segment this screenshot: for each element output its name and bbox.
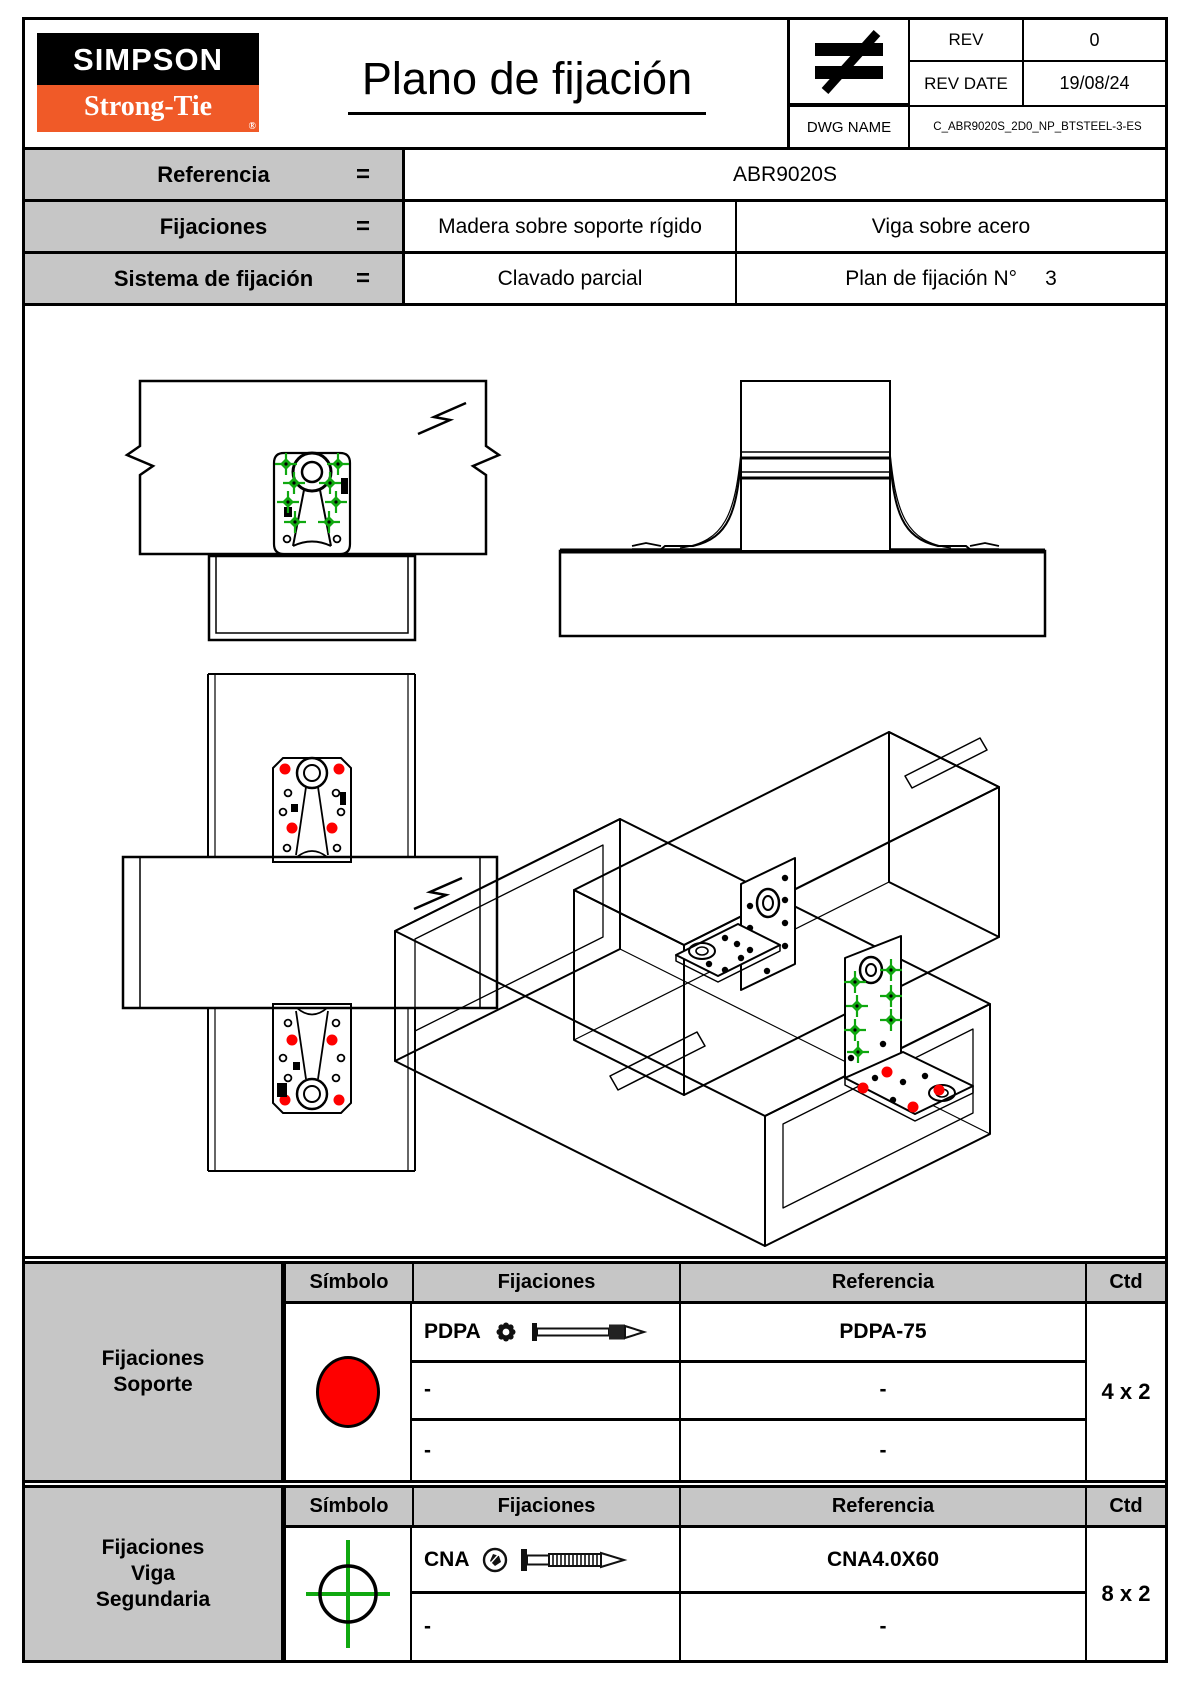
bracket-plan-top: [273, 758, 351, 862]
title-block: [25, 20, 1165, 150]
plan-number-cell: [735, 254, 1165, 303]
reference-empty: -: [679, 1594, 1085, 1660]
plan-number-value: 3: [1045, 266, 1057, 290]
pdpa-pin-icon: [531, 1319, 649, 1345]
dwg-name-value: C_ABR9020S_2D0_NP_BTSTEEL-3-ES: [910, 105, 1165, 147]
group-line: Fijaciones: [101, 1535, 205, 1559]
support-edge: [209, 556, 415, 640]
qty-beam: 8 x 2: [1085, 1528, 1165, 1660]
section-separator: [25, 1256, 1165, 1264]
group-label-soporte: [25, 1264, 284, 1480]
info-table: [25, 150, 1165, 306]
referencia-label-cell: [25, 150, 405, 199]
header-referencia: Referencia: [679, 1488, 1085, 1528]
header-referencia: Referencia: [679, 1264, 1085, 1304]
simpson-strongtie-logo: [37, 33, 259, 137]
info-row-fijaciones: [25, 202, 1165, 254]
fixing-name: PDPA: [424, 1319, 481, 1343]
reference-empty: -: [679, 1363, 1085, 1422]
header-fijaciones: Fijaciones: [412, 1264, 679, 1304]
qty-support: 4 x 2: [1085, 1304, 1165, 1480]
technical-drawing: [25, 306, 1165, 1256]
header-simbolo: Símbolo: [284, 1488, 412, 1528]
symbol-green-crosshair: [284, 1528, 412, 1660]
sistema-label-cell: [25, 254, 405, 303]
beam-fixings-table: [25, 1488, 1165, 1660]
logo-simpson: SIMPSON: [37, 33, 259, 85]
beam-end: [741, 381, 890, 551]
title-area: [267, 20, 787, 147]
reference-cna: CNA4.0X60: [679, 1528, 1085, 1594]
side-view: [560, 381, 1045, 636]
bracket-front: [274, 453, 350, 554]
sheet-frame: [22, 17, 1168, 1663]
header-ctd: Ctd: [1085, 1488, 1165, 1528]
group-label-viga: [25, 1488, 284, 1660]
fijaciones-value-left: Madera sobre soporte rígido: [438, 214, 702, 238]
fixing-row-cna: [412, 1528, 679, 1594]
equals-sign: =: [355, 264, 370, 292]
sistema-value-left: Clavado parcial: [497, 266, 643, 290]
rev-value: 0: [1022, 20, 1165, 62]
info-row-sistema: [25, 254, 1165, 306]
page-title: Plano de fijación: [348, 53, 706, 115]
fixing-name: CNA: [424, 1547, 470, 1571]
plan-view: [123, 674, 497, 1171]
fijaciones-value-right: Viga sobre acero: [735, 202, 1165, 251]
reference-pdpa: PDPA-75: [679, 1304, 1085, 1363]
rev-label: REV: [910, 20, 1022, 62]
plan-number-label: Plan de fijación N°: [845, 266, 1018, 290]
rev-date-label: REV DATE: [924, 73, 1008, 93]
steel-support-edge: [560, 551, 1045, 636]
fixing-row-pdpa: [412, 1304, 679, 1363]
header-fijaciones: Fijaciones: [412, 1488, 679, 1528]
group-line: Viga: [131, 1561, 175, 1585]
sistema-label: Sistema de fijación: [113, 265, 314, 291]
group-line: Fijaciones: [101, 1346, 205, 1370]
referencia-value: ABR9020S: [733, 162, 837, 186]
header-simbolo: Símbolo: [284, 1264, 412, 1304]
info-row-referencia: [25, 150, 1165, 202]
logo-strongtie-text: Strong-Tie: [83, 91, 213, 122]
section-separator: [25, 1480, 1165, 1488]
not-equal-logo-icon: [790, 20, 910, 105]
group-line: Segundaria: [95, 1588, 211, 1612]
registered-mark: ®: [248, 121, 256, 132]
support-fixings-table: [25, 1264, 1165, 1480]
reference-empty: -: [679, 1421, 1085, 1480]
front-view: [127, 381, 499, 640]
cna-nail-icon: [520, 1546, 632, 1574]
dwg-name-label: DWG NAME: [790, 105, 910, 147]
bracket-plan-bottom: [273, 1004, 351, 1113]
fixing-row-empty: -: [424, 1615, 431, 1638]
fixing-row-empty: -: [424, 1438, 431, 1462]
equals-sign: =: [355, 212, 370, 240]
pdpa-head-icon: [493, 1319, 519, 1345]
red-circle-icon: [316, 1356, 380, 1428]
logo-strongtie: [37, 85, 259, 132]
revision-block: [787, 20, 1165, 147]
symbol-red-circle: [284, 1304, 412, 1480]
cna-head-icon: [482, 1547, 508, 1573]
header-ctd: Ctd: [1085, 1264, 1165, 1304]
primary-beam-plan: [123, 857, 497, 1008]
drawing-area: [25, 306, 1165, 1256]
equals-sign: =: [355, 160, 370, 188]
fijaciones-label: Fijaciones: [159, 213, 268, 239]
fixing-row-empty: -: [412, 1363, 679, 1422]
green-crosshair-icon: [296, 1536, 400, 1652]
rev-date-value: 19/08/24: [1022, 62, 1165, 105]
group-line: Soporte: [113, 1373, 193, 1396]
referencia-label: Referencia: [157, 161, 270, 187]
fijaciones-label-cell: [25, 202, 405, 251]
